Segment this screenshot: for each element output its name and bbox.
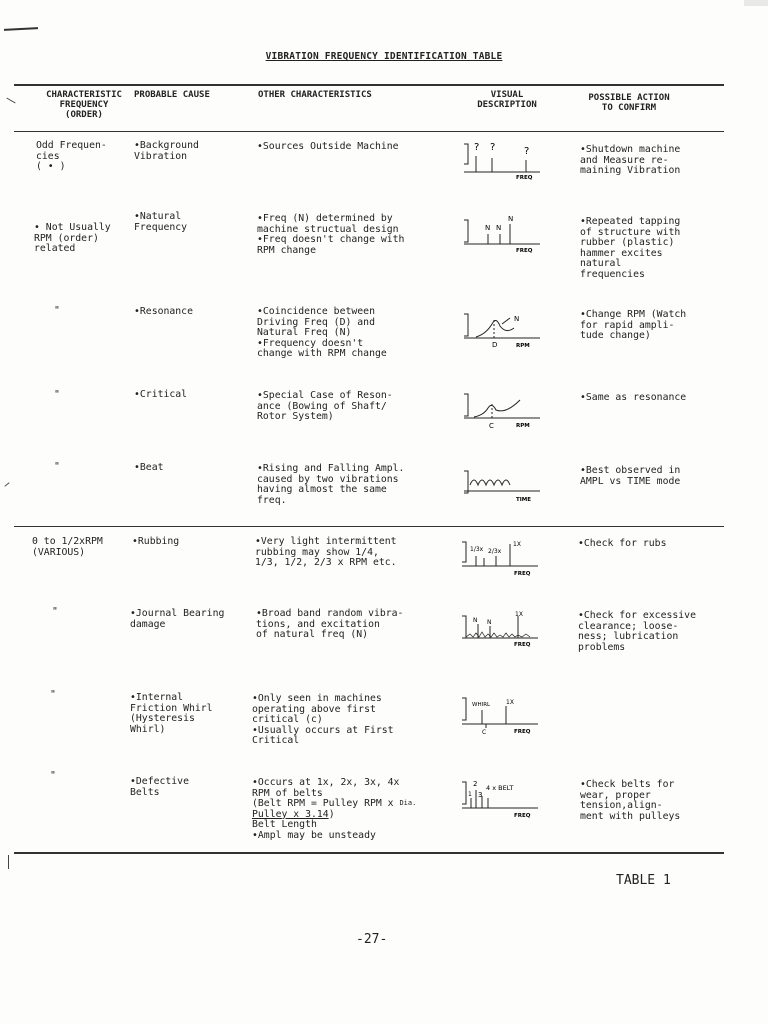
- scan-mark: [6, 98, 15, 104]
- row-8-frequency-ditto: ": [50, 689, 56, 700]
- row-9-visual-sketch: [460, 776, 540, 820]
- row-9-visual-axis: FREQ: [514, 813, 531, 819]
- row-4-action: •Same as resonance: [580, 392, 687, 403]
- row-9-action: •Check belts for wear, proper tension,align- ment with pulleys: [580, 779, 681, 822]
- row-6-visual-label-1x: 1X: [513, 541, 521, 548]
- row-4-visual-label-c: C: [489, 422, 494, 430]
- scan-mark: [8, 855, 9, 869]
- row-9-visual-label-1: 1: [468, 791, 472, 798]
- row-8-cause: •Internal Friction Whirl (Hysteresis Whirl): [130, 692, 213, 735]
- row-1-other: •Sources Outside Machine: [257, 141, 399, 152]
- row-6-visual-label-third: 1/3x: [470, 546, 484, 553]
- row-1-visual-label-2: ?: [490, 142, 496, 153]
- row-2-cause: •Natural Frequency: [134, 211, 188, 233]
- row-1-frequency: Odd Frequen- cies ( • ): [36, 140, 107, 173]
- row-3-visual-label-n: N: [514, 315, 520, 323]
- row-6-action: •Check for rubs: [578, 538, 667, 549]
- header-bottom-rule: [14, 131, 724, 132]
- scan-mark: [4, 482, 9, 487]
- row-1-visual-axis: FREQ: [516, 175, 533, 181]
- row-2-visual-label-1: N: [485, 224, 491, 232]
- row-6-frequency: 0 to 1/2xRPM (VARIOUS): [32, 536, 103, 558]
- row-1-visual-label-3: ?: [524, 146, 530, 157]
- row-8-visual-label-c: C: [482, 729, 487, 736]
- document-title: VIBRATION FREQUENCY IDENTIFICATION TABLE: [265, 51, 503, 62]
- row-2-action: •Repeated tapping of structure with rubber (plastic) hammer excites natural frequencies: [580, 216, 681, 280]
- row-8-other: •Only seen in machines operating above first critical (c) •Usually occurs at First Critical: [252, 693, 394, 747]
- row-7-visual-axis: FREQ: [514, 642, 531, 648]
- row-1-visual-sketch: [462, 138, 542, 180]
- row-2-frequency: • Not Usually RPM (order) related: [34, 222, 111, 255]
- row-8-visual-label-1x: 1X: [506, 699, 514, 706]
- row-7-other: •Broad band random vibra- tions, and excitation of natural freq (N): [256, 608, 404, 641]
- row-8-visual-axis: FREQ: [514, 729, 531, 735]
- row-9-cause: •Defective Belts: [130, 776, 189, 798]
- row-2-visual-axis: FREQ: [516, 248, 533, 254]
- row-9-other-denominator: Belt Length: [252, 819, 317, 831]
- header-cause: PROBABLE CAUSE: [134, 90, 210, 100]
- row-7-cause: •Journal Bearing damage: [130, 608, 225, 630]
- row-5-action: •Best observed in AMPL vs TIME mode: [580, 465, 681, 487]
- row-6-visual-sketch: [460, 536, 540, 578]
- row-2-visual-sketch: [462, 212, 542, 254]
- row-5-other: •Rising and Falling Ampl. caused by two vibrations having almost the same freq.: [257, 463, 405, 506]
- header-top-rule: [14, 84, 724, 86]
- row-6-other: •Very light intermittent rubbing may show 1/4, 1/3, 1/2, 2/3 x RPM etc.: [255, 536, 397, 569]
- row-7-visual-label-1x: 1X: [515, 611, 523, 618]
- row-3-frequency-ditto: ": [54, 305, 60, 316]
- row-4-other: •Special Case of Reson- ance (Bowing of Shaft/ Rotor System): [257, 390, 393, 423]
- row-5-frequency-ditto: ": [54, 461, 60, 472]
- header-action: POSSIBLE ACTION TO CONFIRM: [588, 93, 670, 113]
- row-1-cause: •Background Vibration: [134, 140, 199, 162]
- row-3-visual-axis: RPM: [516, 343, 530, 349]
- row-2-other: •Freq (N) determined by machine structual design •Freq doesn't change with RPM change: [257, 213, 405, 256]
- row-1-visual-label-1: ?: [474, 142, 480, 153]
- row-7-visual-label-n1: N: [473, 617, 478, 624]
- row-9-other-numerator: Pulley x 3.14: [252, 808, 329, 820]
- row-9-other-close: ): [328, 808, 335, 820]
- section-divider-rule: [14, 526, 724, 527]
- row-7-visual-label-n2: N: [487, 619, 492, 626]
- row-9-other-tail: •Ampl may be unsteady: [252, 829, 376, 841]
- row-6-cause: •Rubbing: [132, 536, 180, 547]
- row-9-frequency-ditto: ": [50, 770, 56, 781]
- row-6-visual-label-twothirds: 2/3x: [488, 548, 502, 555]
- row-9-other-dia: Dia.: [399, 799, 417, 808]
- row-9-visual-label-4xbelt: 4 x BELT: [486, 784, 514, 792]
- row-2-visual-label-3: N: [508, 215, 514, 223]
- row-7-visual-sketch: [460, 608, 540, 652]
- row-9-visual-label-3: 3: [478, 791, 483, 799]
- row-5-cause: •Beat: [134, 462, 164, 473]
- row-4-visual-sketch: [462, 388, 542, 432]
- table-bottom-rule: [14, 852, 724, 854]
- row-7-action: •Check for excessive clearance; loose- ness; lubrication problems: [578, 610, 696, 653]
- row-3-action: •Change RPM (Watch for rapid ampli- tude change): [580, 309, 687, 342]
- table-label: TABLE 1: [616, 873, 671, 888]
- page-number: -27-: [356, 932, 388, 947]
- row-3-visual-label-d: D: [492, 341, 498, 349]
- row-9-other: [252, 778, 452, 842]
- row-1-action: •Shutdown machine and Measure re- maining Vibration: [580, 144, 681, 177]
- row-3-other: •Coincidence between Driving Freq (D) and Natural Freq (N) •Frequency doesn't change with RPM change: [257, 306, 387, 360]
- row-3-cause: •Resonance: [134, 306, 193, 317]
- header-visual: VISUAL DESCRIPTION: [477, 90, 537, 110]
- header-frequency: CHARACTERISTIC FREQUENCY (ORDER): [46, 90, 122, 120]
- header-other: OTHER CHARACTERISTICS: [258, 90, 372, 100]
- row-5-visual-axis: TIME: [516, 497, 532, 503]
- row-3-visual-sketch: [462, 306, 542, 350]
- row-5-visual-sketch: [462, 463, 542, 507]
- row-7-frequency-ditto: ": [52, 606, 58, 617]
- row-8-visual-label-whirl: WHIRL: [472, 702, 491, 708]
- row-6-visual-axis: FREQ: [514, 571, 531, 577]
- scan-mark: [744, 0, 768, 6]
- row-9-visual-label-2: 2: [473, 780, 478, 788]
- row-4-cause: •Critical: [134, 389, 188, 400]
- row-2-visual-label-2: N: [496, 224, 502, 232]
- scan-mark: [4, 27, 38, 31]
- row-9-other-main: •Occurs at 1x, 2x, 3x, 4x RPM of belts (Belt RPM = Pulley RPM x Dia.: [252, 777, 417, 810]
- row-8-visual-sketch: [460, 692, 540, 736]
- row-4-frequency-ditto: ": [54, 389, 60, 400]
- row-4-visual-axis: RPM: [516, 423, 530, 429]
